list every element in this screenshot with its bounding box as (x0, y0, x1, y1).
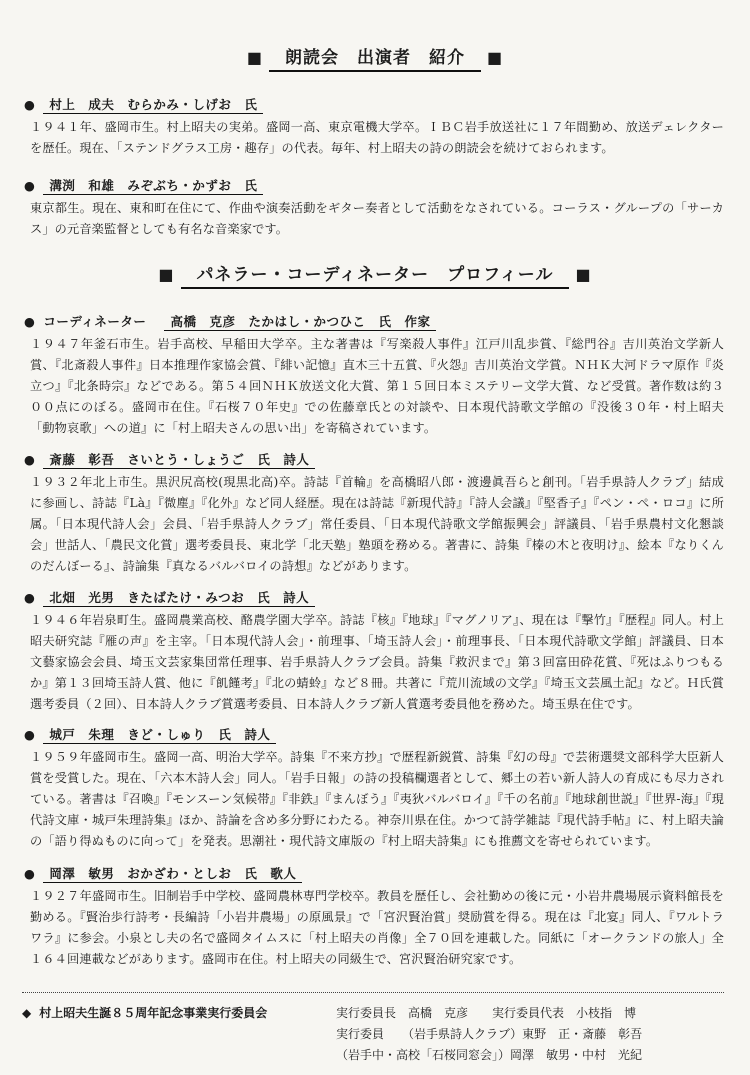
panelist-entry (24, 312, 724, 439)
bullet-icon: ● (24, 97, 36, 112)
bullet-icon: ● (24, 866, 36, 881)
person-name: 岡澤 敏男 おかざわ・としお 氏 歌人 (43, 866, 302, 883)
person-bio: １９４７年釜石市生。岩手高校、早稲田大学卒。主な著書は『写楽殺人事件』江戸川乱歩賞、『総門谷』吉川英治文学新人賞、『北斎殺人事件』日本推理作家協会賞、『緋い記憶』直木三十五賞、『火怨』吉川英治文学賞。ＮＨＫ大河ドラマ原作『炎立つ』『北条時宗』などである。第５４回ＮＨＫ放送文化大賞、第１５回日本ミステリー文学大賞、など受賞。著作数は約３００点にのぼる。盛岡市在住。『石桜７０年史』での佐藤章氏との対談や、日本現代詩歌文学館の『没後３０年・村上昭夫「動物哀歌」への道』に「村上昭夫さんの思い出」を寄稿されています。 (30, 337, 724, 435)
bullet-icon: ● (24, 314, 36, 329)
person-bio: １９４１年、盛岡市生。村上昭夫の実弟。盛岡一高、東京電機大学卒。ＩＢＣ岩手放送社に１７年間勤め、放送デェレクターを歴任。現在、「ステンドグラス工房・趣存」の代表。毎年、村上昭夫の詩の朗読会を続けておられます。 (30, 120, 724, 155)
committee-line: 実行委員 （岩手県詩人クラブ）東野 正・斎藤 彰吾 (336, 1027, 643, 1041)
panelist-entry (24, 725, 724, 852)
performer-entry (24, 176, 724, 240)
person-name: 斎藤 彰吾 さいとう・しょうご 氏 詩人 (43, 452, 315, 469)
person-bio: 東京都生。現在、東和町在住にて、作曲や演奏活動をギター奏者として活動をなされている。コーラス・グループの「サーカス」の元音楽監督としても有名な音楽家です。 (30, 201, 724, 236)
square-marker-icon: ■ (575, 265, 592, 284)
person-name: 村上 成夫 むらかみ・しげお 氏 (43, 97, 263, 114)
person-bio: １９２７年盛岡市生。旧制岩手中学校、盛岡農林専門学校卒。教員を歴任し、会社勤めの後に元・小岩井農場展示資料館長を勤める。『賢治歩行詩考・長編詩「小岩井農場」の原風景』で「宮沢賢治賞」奨励賞を得る。現在は『北宴』同人、『ワルトラワラ』に参会。小泉とし夫の名で盛岡タイムスに「村上昭夫の肖像」全７０回を連載した。同紙に「オークランドの旅人」全１６４回連載などがあります。盛岡市在住。村上昭夫の同級生で、宮沢賢治研究家です。 (30, 889, 724, 966)
panelist-entry (24, 864, 724, 970)
square-marker-icon: ■ (158, 265, 175, 284)
organizer-name: 村上昭夫生誕８５周年記念事業実行委員会 (39, 1006, 268, 1020)
committee-line: 実行委員長 高橋 克彦 実行委員代表 小枝指 博 (336, 1006, 637, 1020)
bullet-icon: ● (24, 727, 36, 742)
section-title: 朗読会 出演者 紹介 (269, 48, 481, 72)
dotted-divider (22, 992, 724, 993)
person-role: コーディネーター (43, 314, 147, 329)
diamond-marker-icon: ◆ (22, 1006, 32, 1020)
person-name: 城戸 朱理 きど・しゅり 氏 詩人 (43, 727, 276, 744)
person-bio: １９４６年岩泉町生。盛岡農業高校、酪農学園大学卒。詩誌『核』『地球』『マグノリア』、現在は『撃竹』『歴程』同人。村上昭夫研究誌『雁の声』を主宰。「日本現代詩人会」・前理事、「埼玉詩人会」・前理事長、「日本現代詩歌文学館」評議員、日本文藝家協会会員、埼玉文芸家集団常任理事、岩手県詩人クラブ会員。詩集『救沢まで』第３回富田砕花賞、『死はふりつもるか』第１３回埼玉詩人賞、他に『飢饉考』『北の蜻蛉』など８冊。共著に『荒川流域の文学』『埼玉文芸風土記』など。Ｈ氏賞選考委員（２回）、日本詩人クラブ賞選考委員、日本詩人クラブ新人賞選考委員他を務めた。埼玉県在住です。 (30, 613, 724, 711)
section-heading-readers (0, 43, 750, 70)
committee-line: （岩手中・高校「石桜同窓会」）岡澤 敏男・中村 光紀 (336, 1048, 643, 1062)
section-title: パネラー・コーディネーター プロフィール (181, 265, 570, 289)
person-name: 北畑 光男 きたばたけ・みつお 氏 詩人 (43, 590, 315, 607)
square-marker-icon: ■ (487, 48, 504, 67)
panelist-entry (24, 450, 724, 577)
bullet-icon: ● (24, 178, 36, 193)
bullet-icon: ● (24, 590, 36, 605)
panelist-entry (24, 588, 724, 715)
bullet-icon: ● (24, 452, 36, 467)
square-marker-icon: ■ (246, 48, 263, 67)
person-name: 高橋 克彦 たかはし・かつひこ 氏 作家 (164, 314, 436, 331)
person-name: 溝渕 和雄 みぞぶち・かずお 氏 (43, 178, 263, 195)
person-bio: １９３２年北上市生。黒沢尻高校(現黒北高)卒。詩誌『首輪』を高橋昭八郎・渡邊眞吾らと創刊。「岩手県詩人クラブ」結成に参画し、詩誌『Là』『微塵』『化外』など同人経歴。現在は詩誌『新現代詩』『詩人会議』『堅香子』『ペン・ぺ・ロコ』に所属。「日本現代詩人会」会員、「岩手県詩人クラブ」常任委員、「日本現代詩歌文学館振興会」評議員、「岩手県農村文化懇談会」世話人、「農民文化賞」選考委員長、東北学「北天塾」塾頭を務める。著書に、詩集『榛の木と夜明け』、絵本『なりくんのだんぼーる』、詩論集『真なるバルバロイの詩想』などがあります。 (30, 475, 724, 573)
person-bio: １９５９年盛岡市生。盛岡一高、明治大学卒。詩集『不来方抄』で歴程新鋭賞、詩集『幻の母』で芸術選奨文部科学大臣新人賞を受賞した。現在、「六本木詩人会」同人。「岩手日報」の詩の投稿欄選者として、郷土の若い新人詩人の育成にも尽力されている。著書は『召喚』『モンスーン気候帯』『非鉄』『まんぼう』『夷狄バルバロイ』『千の名前』『地球創世説』『世界-海』『現代詩文庫・城戸朱理詩集』ほか、詩論を含め多分野にわたる。神奈川県在住。かつて詩学雑誌『現代詩手帖』に、村上昭夫論の「語り得ぬものに向って」を発表。思潮社・現代詩文庫版の『村上昭夫詩集』にも推薦文を寄せられています。 (30, 750, 724, 848)
section-heading-panelists (0, 260, 750, 287)
performer-entry (24, 95, 724, 159)
